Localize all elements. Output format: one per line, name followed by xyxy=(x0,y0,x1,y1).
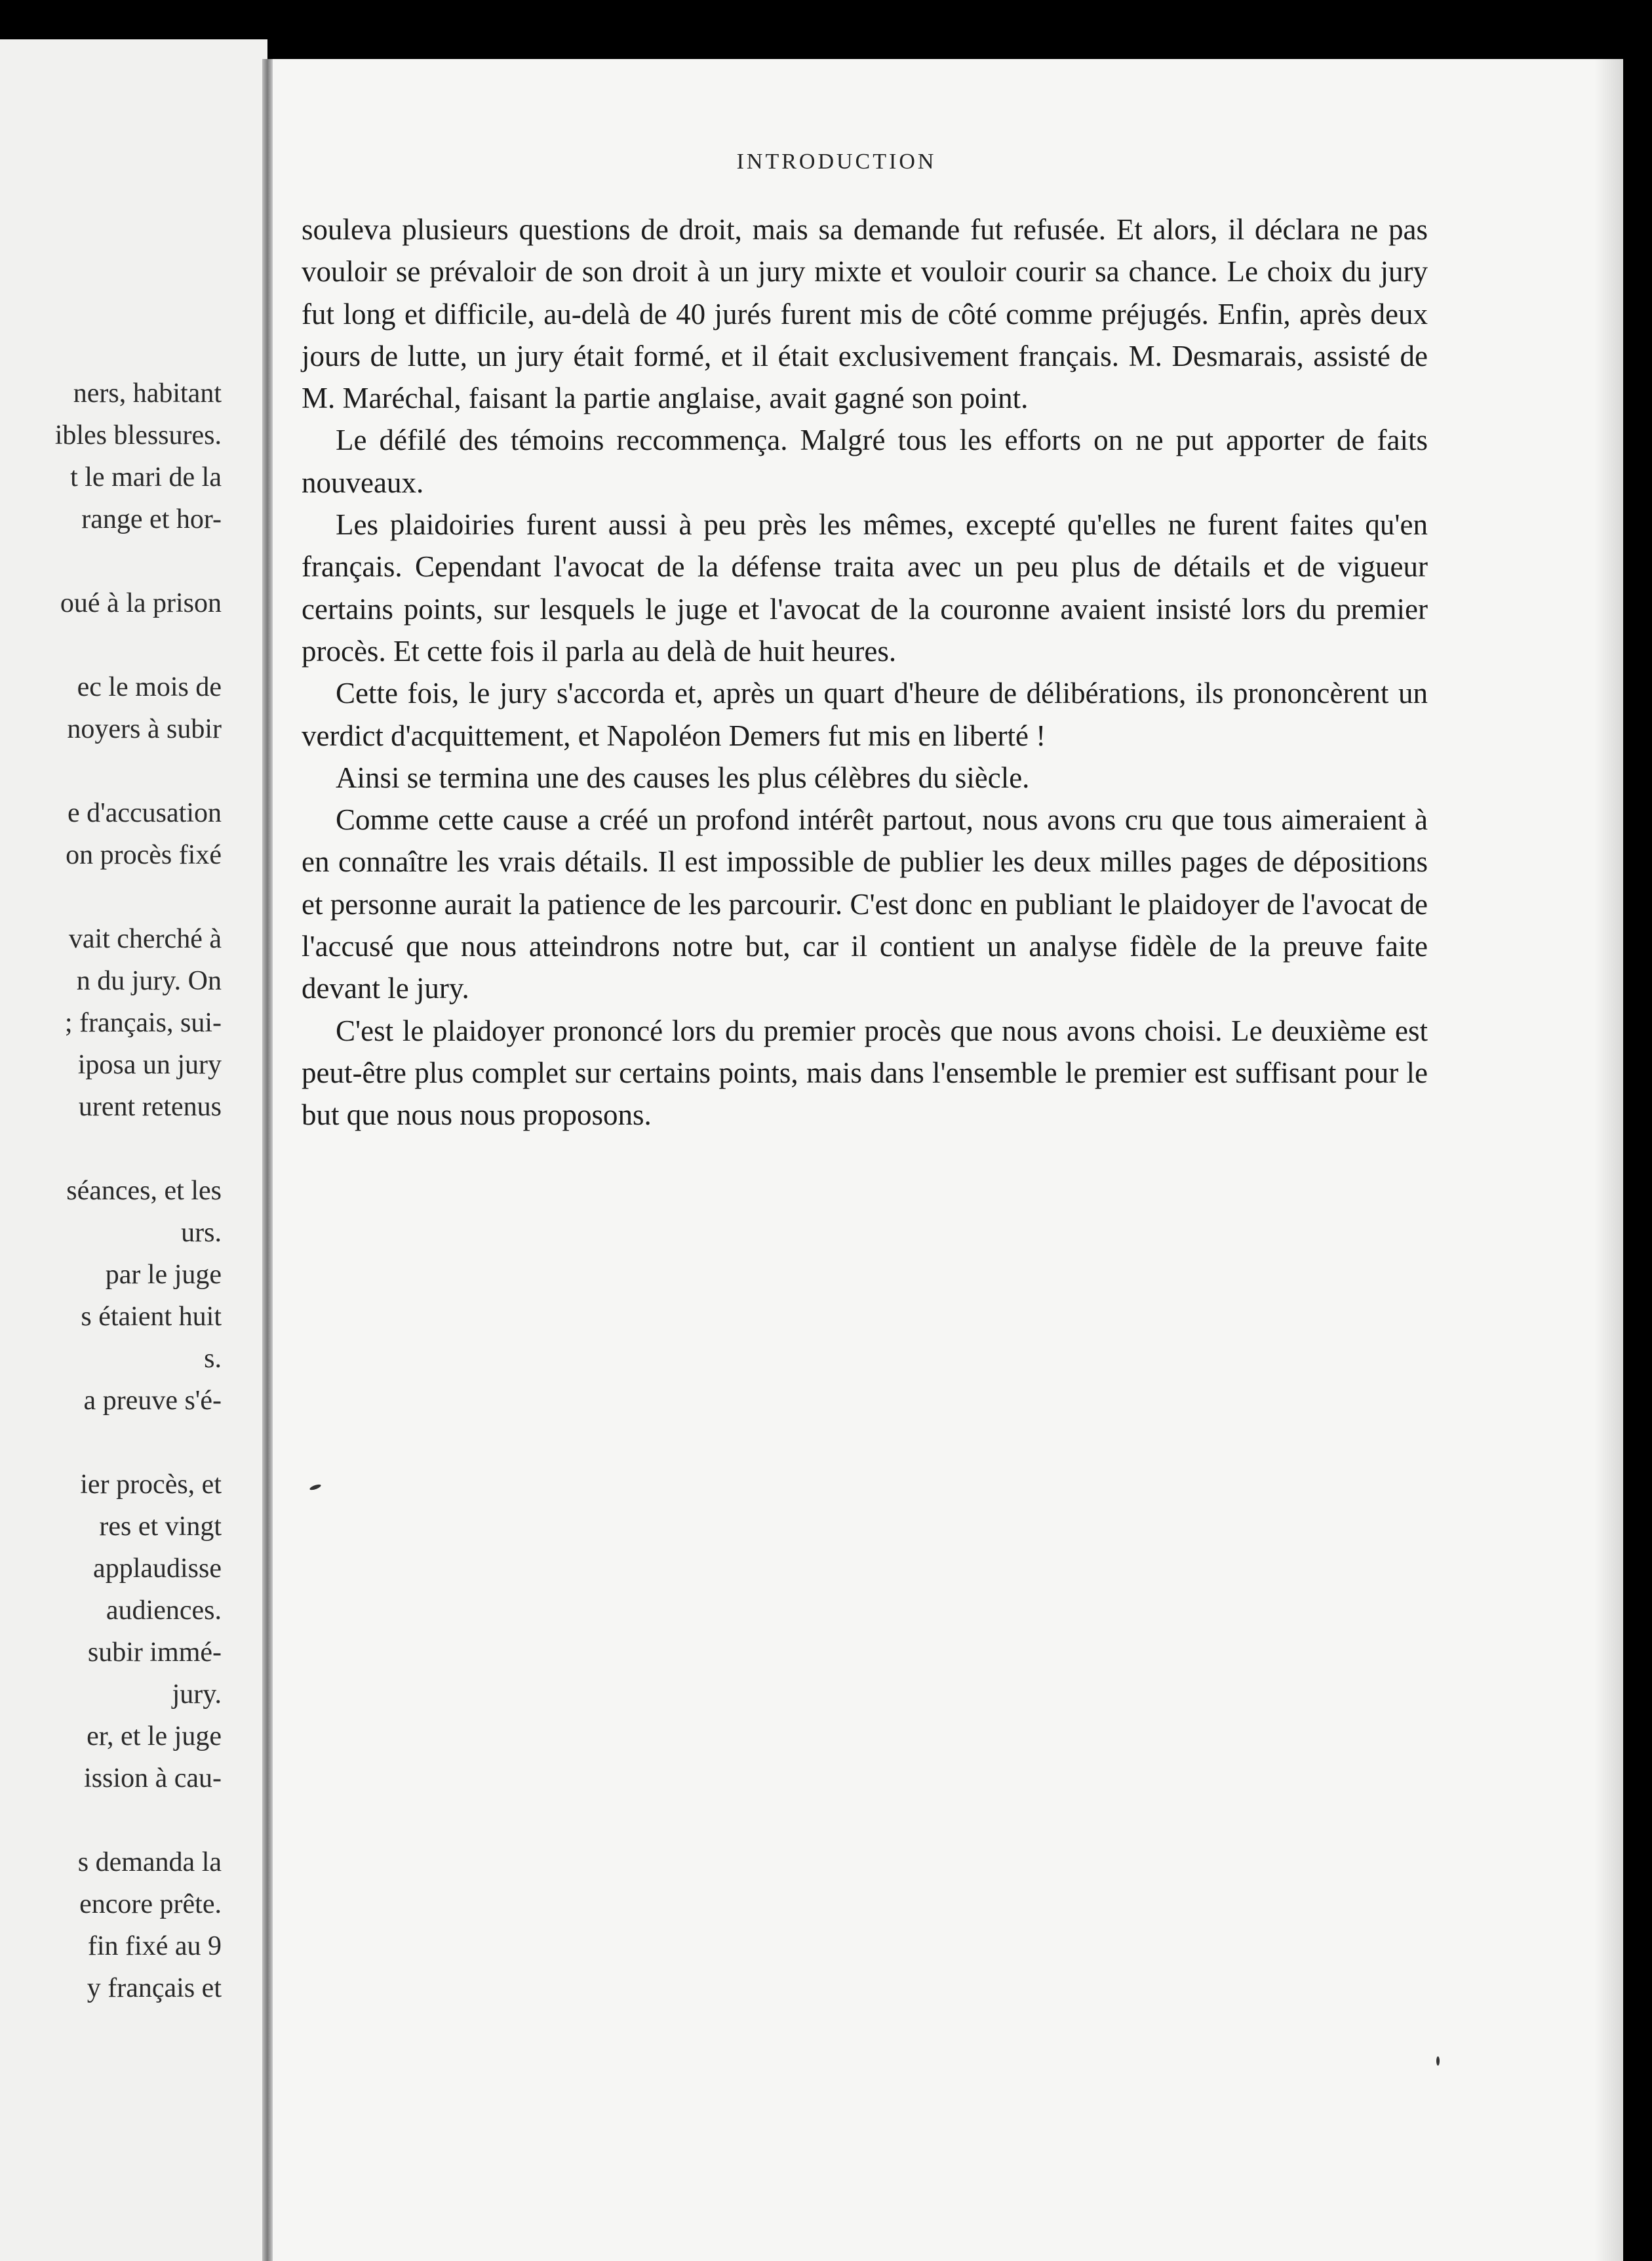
left-line: audiences. xyxy=(106,1595,222,1626)
left-line: vait cherché à xyxy=(68,924,222,954)
right-page xyxy=(273,59,1623,2261)
paragraph: Les plaidoiries furent aussi à peu près les mêmes, excepté qu'elles ne furent faites qu'en français. Cependant l'avocat de la défense traita avec un peu plus de détails et de vigueur certains points, sur lesquels le juge et l'avocat de la couronne avaient insisté lors du premier procès. Et cette fois il parla au delà de huit heures. xyxy=(302,508,1428,668)
left-line: ners, habitant xyxy=(73,378,222,409)
left-line: ec le mois de xyxy=(77,672,222,702)
left-line: res et vingt xyxy=(99,1511,222,1542)
left-line: applaudisse xyxy=(93,1553,222,1584)
left-line: ier procès, et xyxy=(80,1470,222,1500)
left-line xyxy=(0,624,222,666)
left-line: jury. xyxy=(172,1679,222,1710)
left-line: s demanda la xyxy=(77,1847,222,1877)
left-line: s. xyxy=(204,1344,222,1374)
paragraph: souleva plusieurs questions de droit, mais sa demande fut refusée. Et alors, il déclara ne pas vouloir se prévaloir de son droit à un jury mixte et vouloir courir sa chance. Le choix du jury fut long et difficile, au-delà de 40 jurés furent mis de côté comme préjugés. Enfin, après deux jours de lutte, un jury était formé, et il était exclusivement français. M. Desmarais, assisté de M. Maréchal, faisant la partie anglaise, avait gagné son point. xyxy=(302,213,1428,415)
left-line: e d'accusation xyxy=(68,798,222,828)
left-page-text xyxy=(0,372,222,2009)
left-line: ibles blessures. xyxy=(54,420,222,450)
page-body xyxy=(302,209,1428,1136)
left-line: par le juge xyxy=(105,1260,222,1290)
paragraph: Ainsi se termina une des causes les plus célèbres du siècle. xyxy=(336,761,1030,794)
page-edge-shadow xyxy=(1594,59,1623,2261)
ink-speck xyxy=(309,1483,322,1491)
running-head: INTRODUCTION xyxy=(736,150,937,174)
left-line xyxy=(0,1128,222,1170)
left-line: subir immé- xyxy=(87,1637,222,1668)
left-line xyxy=(0,750,222,792)
paragraph: Le défilé des témoins reccommença. Malgré tous les efforts on ne put apporter de faits nouveaux. xyxy=(302,424,1428,499)
left-line xyxy=(0,876,222,918)
left-page xyxy=(0,39,267,2261)
left-line: er, et le juge xyxy=(87,1721,222,1751)
left-line: ; français, sui- xyxy=(64,1008,222,1038)
left-line: range et hor- xyxy=(81,504,222,534)
left-line: ission à cau- xyxy=(84,1763,222,1793)
paragraph: Comme cette cause a créé un profond intérêt partout, nous avons cru que tous aimeraient à en connaître les vrais détails. Il est impossible de publier les deux milles pages de dépositions et personne aurait la patience de les parcourir. C'est donc en publiant le plaidoyer de l'avocat de l'accusé que nous atteindrons notre but, car il contient un analyse fidèle de la preuve faite devant le jury. xyxy=(302,803,1428,1005)
paragraph: Cette fois, le jury s'accorda et, après un quart d'heure de délibérations, ils prononcèrent un verdict d'acquittement, et Napoléon Demers fut mis en liberté ! xyxy=(302,677,1428,752)
left-line: n du jury. On xyxy=(76,966,222,996)
left-line: fin fixé au 9 xyxy=(87,1931,222,1961)
left-line: urent retenus xyxy=(78,1092,222,1122)
left-line: on procès fixé xyxy=(66,840,222,870)
left-line: séances, et les xyxy=(66,1176,222,1206)
left-line xyxy=(0,1422,222,1464)
paragraph: C'est le plaidoyer prononcé lors du premier procès que nous avons choisi. Le deuxième est peut-être plus complet sur certains points, mais dans l'ensemble le premier est suffisant pour le but que nous nous proposons. xyxy=(302,1014,1428,1132)
left-line: urs. xyxy=(181,1218,222,1248)
left-line: oué à la prison xyxy=(60,588,222,618)
left-line: t le mari de la xyxy=(70,462,222,492)
left-line: a preuve s'é- xyxy=(83,1386,222,1416)
ink-speck xyxy=(1436,2056,1440,2066)
left-line: noyers à subir xyxy=(67,714,222,744)
left-line xyxy=(0,1799,222,1841)
left-line: encore prête. xyxy=(79,1889,222,1919)
left-line: y français et xyxy=(87,1973,222,2003)
book-gutter xyxy=(262,59,273,2261)
left-line: iposa un jury xyxy=(77,1050,222,1080)
left-line: s étaient huit xyxy=(81,1302,222,1332)
left-line xyxy=(0,540,222,582)
